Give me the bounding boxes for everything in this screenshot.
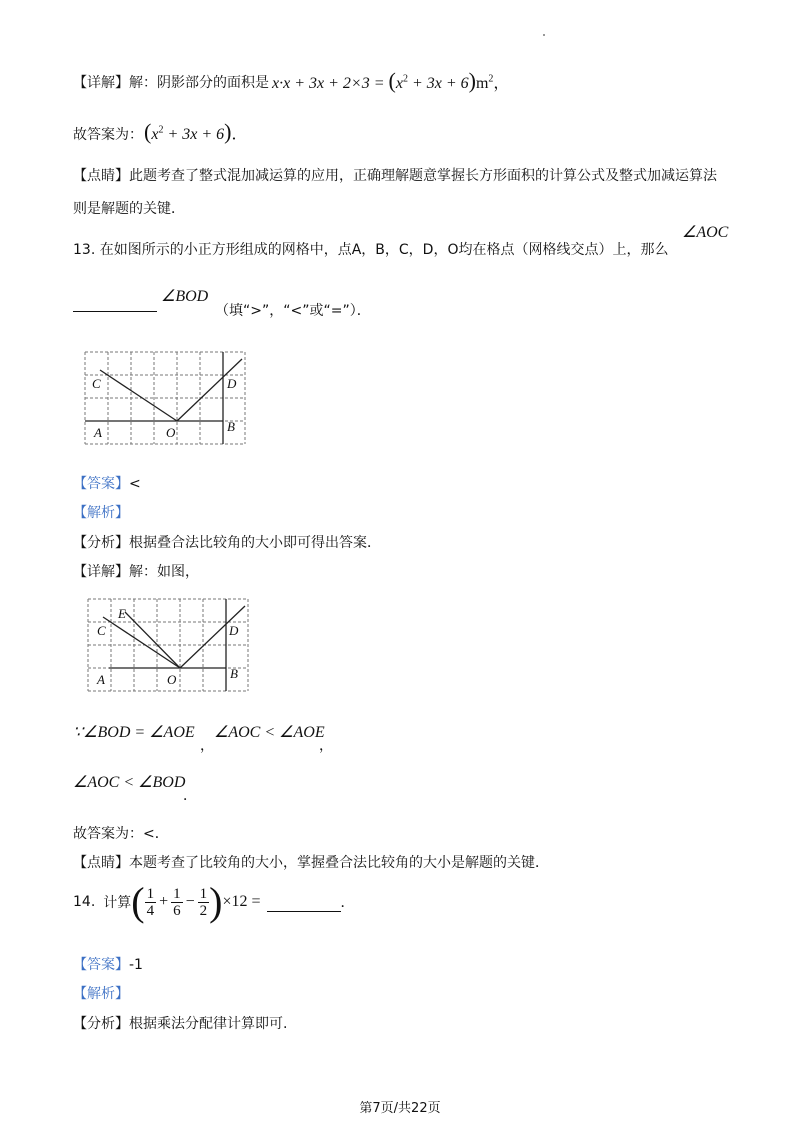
- analysis-14-label: 【解析】: [73, 986, 129, 1002]
- grid-figure-1: [80, 345, 255, 450]
- analysis-13-label: 【解析】: [73, 505, 129, 521]
- detail-text: 解：阴影部分的面积是: [129, 75, 269, 91]
- label-d: D: [227, 376, 237, 391]
- step-1b: ∠AOC < ∠AOE: [214, 724, 325, 741]
- final-13: 故答案为：<．: [73, 826, 169, 842]
- step-1-sep: ，: [200, 738, 214, 754]
- answer-14: 【答案】-1: [73, 957, 143, 973]
- label-c: C: [92, 376, 101, 391]
- detail-13: 【详解】解：如图，: [73, 564, 199, 580]
- area-expression: $x\cdot x + 3x + 2\times 3 = (x^2 + 3x + 6)m^2$，: [272, 68, 510, 93]
- angle-aoc: ∠AOC: [682, 224, 729, 241]
- fraction-2: $\frac{1}{6}$: [173, 885, 181, 919]
- answer-13: 【答案】<: [73, 476, 141, 492]
- question-14: 14. 计算 ( $\frac{1}{4}$ + $\frac{1}{6}$ − $\frac{1}{2}$ ) ×12 = ．: [73, 879, 355, 924]
- page-footer: 第7页/共22页: [359, 1101, 441, 1116]
- label-e: E: [118, 606, 126, 621]
- outline-14: 【分析】根据乘法分配律计算即可.: [73, 1016, 288, 1032]
- label-b: B: [227, 419, 235, 434]
- label-d: D: [229, 623, 239, 638]
- label-a: A: [94, 425, 102, 440]
- answer-expression-1: $(x^2 + 3x + 6)$．: [144, 119, 248, 144]
- answer-line-1: 故答案为：: [73, 127, 143, 143]
- angle-bod: ∠BOD: [161, 288, 209, 305]
- step-1-end: ，: [319, 738, 333, 754]
- comment-line-2: 则是解题的关键．: [73, 201, 185, 217]
- detail-line-1: [73, 72, 269, 92]
- question-13-blank-line: [73, 300, 157, 316]
- fill-hint: （填“>”，“<”或“=”）．: [215, 303, 371, 319]
- label-o: O: [167, 672, 177, 687]
- label-o: O: [166, 425, 176, 440]
- fraction-1: $\frac{1}{4}$: [146, 885, 155, 919]
- detail-label: 【详解】: [73, 75, 129, 91]
- answer-blank[interactable]: [73, 311, 157, 312]
- label-c: C: [97, 623, 106, 638]
- question-13: 13. 在如图所示的小正方形组成的网格中，点A，B，C，D，O均在格点（网格线交点）上，那么: [73, 242, 669, 258]
- fraction-3: $\frac{1}{2}$: [199, 885, 208, 919]
- step-2-end: ．: [183, 788, 197, 804]
- grid-figure-2: [83, 592, 258, 697]
- comment-line-1: 【点睛】此题考查了整式混加减运算的应用，正确理解题意掌握长方形面积的计算公式及整式加减运算法: [73, 168, 717, 184]
- step-2: ∠AOC < ∠BOD: [73, 774, 186, 791]
- stray-dot: [543, 34, 545, 36]
- step-1a: ∵∠BOD = ∠AOE: [73, 724, 195, 741]
- answer-blank-14[interactable]: [267, 893, 341, 912]
- label-b: B: [230, 666, 238, 681]
- comment-13: 【点睛】本题考查了比较角的大小，掌握叠合法比较角的大小是解题的关键．: [73, 855, 549, 871]
- label-a: A: [97, 672, 105, 687]
- outline-13: 【分析】根据叠合法比较角的大小即可得出答案．: [73, 535, 381, 551]
